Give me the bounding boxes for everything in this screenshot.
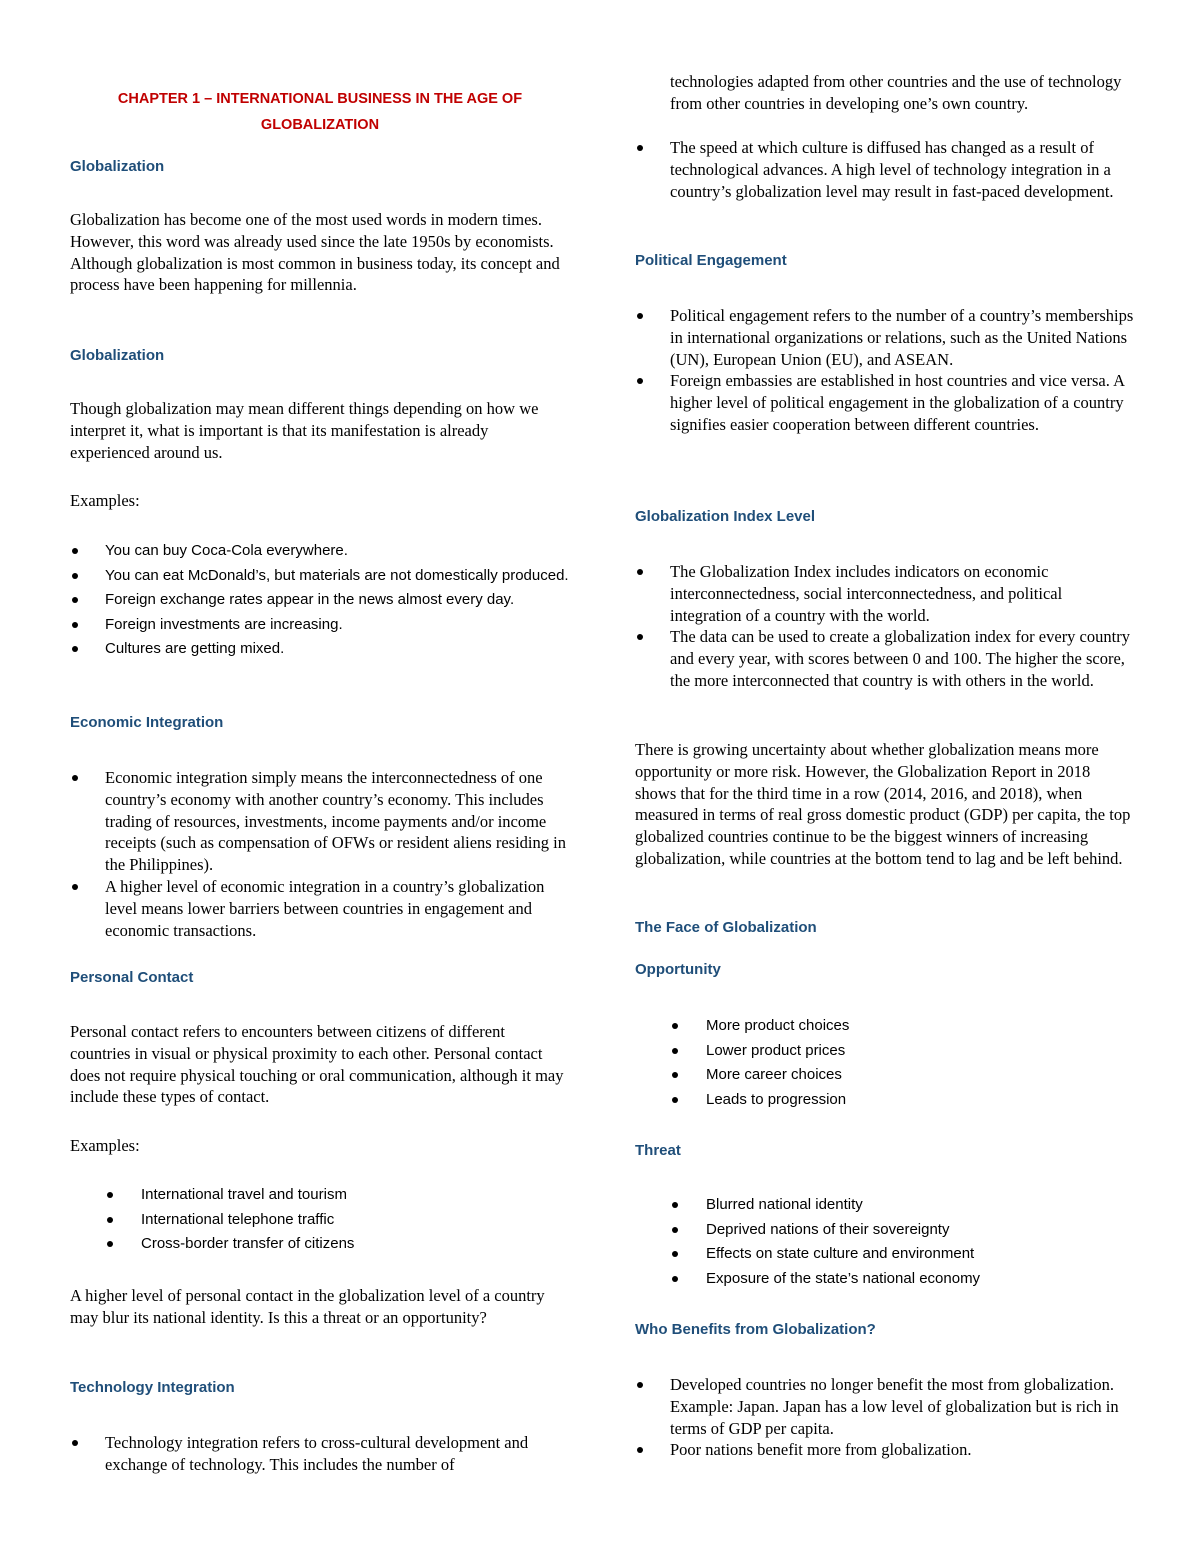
paragraph-personal-contact-question: A higher level of personal contact in the globalization level of a country may blur its national identity. Is this a threat or an opportunity?: [70, 1286, 545, 1327]
bullet-icon: [637, 1447, 643, 1453]
bullet-icon: [107, 1192, 113, 1198]
list-item: You can buy Coca-Cola everywhere.: [70, 539, 570, 564]
heading-personal-contact: Personal Contact: [70, 969, 194, 986]
bullet-icon: [637, 313, 643, 319]
paragraph-globalization-meaning: Though globalization may mean different things depending on how we interpret it, what is important is that its manifestation is already experienced around us.: [70, 399, 539, 462]
bullet-icon: [672, 1023, 678, 1029]
heading-threat: Threat: [635, 1142, 681, 1159]
examples-list-2: [105, 1183, 565, 1257]
who-benefits-list: [635, 1374, 1135, 1461]
bullet-icon: [72, 1440, 78, 1446]
list-item: Deprived nations of their sovereignty: [670, 1218, 1130, 1243]
list-item: More career choices: [670, 1063, 1130, 1088]
bullet-icon: [72, 622, 78, 628]
bullet-icon: [637, 145, 643, 151]
list-item: Leads to progression: [670, 1088, 1130, 1113]
list-item: Technology integration refers to cross-cultural development and exchange of technology. This includes the number of: [70, 1432, 570, 1476]
list-item: Political engagement refers to the number of a country’s memberships in international organizations or relations, such as the United Nations (UN), European Union (EU), and ASEAN.: [635, 305, 1135, 370]
list-item: Lower product prices: [670, 1039, 1130, 1064]
bullet-icon: [72, 646, 78, 652]
heading-globalization-index-level: Globalization Index Level: [635, 508, 816, 525]
examples-list-1: [70, 539, 570, 662]
list-item: Poor nations benefit more from globalization.: [635, 1439, 1135, 1461]
bullet-icon: [72, 597, 78, 603]
heading-globalization-2: Globalization: [70, 347, 165, 364]
paragraph-globalization-uncertainty: There is growing uncertainty about whether globalization means more opportunity or more risk. However, the Globalization Report in 2018 shows that for the third time in a row (2014, 2016, and 2018), when measured in terms of real gross domestic product (GDP) per capita, the top globalized countries continue to be the biggest winners of increasing globalization, while countries at the bottom tend to lag and be left behind.: [635, 740, 1131, 868]
chapter-title: [70, 86, 570, 138]
list-item: More product choices: [670, 1014, 1130, 1039]
opportunity-list: [670, 1014, 1130, 1112]
paragraph-globalization-intro: Globalization has become one of the most used words in modern times. However, this word was already used since the late 1950s by economists. Although globalization is most common in business today, its concept and process have been happening for millennia.: [70, 210, 560, 295]
list-item: International telephone traffic: [105, 1208, 565, 1233]
bullet-icon: [672, 1202, 678, 1208]
heading-economic-integration: Economic Integration: [70, 714, 224, 731]
chapter-title-line-1: CHAPTER 1 – INTERNATIONAL BUSINESS IN THE AGE OF: [117, 91, 523, 107]
bullet-icon: [672, 1227, 678, 1233]
heading-opportunity: Opportunity: [635, 961, 721, 978]
technology-integration-continued: technologies adapted from other countries and the use of technology from other countries in developing one’s own country.: [670, 72, 1122, 113]
bullet-icon: [672, 1048, 678, 1054]
list-item: You can eat McDonald’s, but materials are not domestically produced.: [70, 564, 570, 589]
chapter-title-line-2: GLOBALIZATION: [260, 117, 380, 133]
list-item: International travel and tourism: [105, 1183, 565, 1208]
list-item: Foreign embassies are established in host countries and vice versa. A higher level of political engagement in the globalization of a country signifies easier cooperation between different countries.: [635, 370, 1135, 435]
list-item: Effects on state culture and environment: [670, 1242, 1130, 1267]
bullet-icon: [637, 569, 643, 575]
bullet-icon: [672, 1072, 678, 1078]
heading-face-of-globalization: The Face of Globalization: [635, 919, 817, 936]
list-item: Developed countries no longer benefit the most from globalization. Example: Japan. Japan has a low level of globalization but is rich in terms of GDP per capita.: [635, 1374, 1135, 1439]
political-engagement-list: [635, 305, 1135, 436]
list-item: The speed at which culture is diffused has changed as a result of technological advances. A high level of technology integration in a country’s globalization level may result in fast-paced development.: [635, 137, 1135, 202]
paragraph-personal-contact: Personal contact refers to encounters between citizens of different countries in visual or physical proximity to each other. Personal contact does not require physical touching or oral communication, although it may include these types of contact.: [70, 1022, 564, 1107]
list-item: The data can be used to create a globalization index for every country and every year, with scores between 0 and 100. The higher the score, the more interconnected that country is with others in the world.: [635, 626, 1135, 691]
bullet-icon: [107, 1241, 113, 1247]
heading-political-engagement: Political Engagement: [635, 252, 787, 269]
bullet-icon: [72, 775, 78, 781]
heading-technology-integration: Technology Integration: [70, 1379, 235, 1396]
bullet-icon: [72, 884, 78, 890]
bullet-icon: [672, 1251, 678, 1257]
list-item: Foreign exchange rates appear in the news almost every day.: [70, 588, 570, 613]
threat-list: [670, 1193, 1130, 1291]
technology-integration-list: [70, 1432, 570, 1476]
list-item: Blurred national identity: [670, 1193, 1130, 1218]
heading-who-benefits: Who Benefits from Globalization?: [635, 1321, 876, 1338]
examples-label-2: Examples:: [70, 1136, 140, 1155]
bullet-icon: [107, 1217, 113, 1223]
list-item: Cultures are getting mixed.: [70, 637, 570, 662]
globalization-index-list: [635, 561, 1135, 692]
bullet-icon: [637, 634, 643, 640]
economic-integration-list: [70, 767, 570, 941]
list-item: Exposure of the state’s national economy: [670, 1267, 1130, 1292]
bullet-icon: [672, 1097, 678, 1103]
bullet-icon: [637, 378, 643, 384]
list-item: The Globalization Index includes indicators on economic interconnectedness, social interconnectedness, and political integration of a country with the world.: [635, 561, 1135, 626]
bullet-icon: [72, 548, 78, 554]
list-item: Cross-border transfer of citizens: [105, 1232, 565, 1257]
heading-globalization-1: Globalization: [70, 158, 165, 175]
bullet-icon: [672, 1276, 678, 1282]
examples-label-1: Examples:: [70, 491, 140, 510]
bullet-icon: [637, 1382, 643, 1388]
list-item: Foreign investments are increasing.: [70, 613, 570, 638]
bullet-icon: [72, 573, 78, 579]
technology-integration-list-cont: [635, 137, 1135, 202]
list-item: Economic integration simply means the interconnectedness of one country’s economy with another country’s economy. This includes trading of resources, investments, income payments and/or income receipts (such as compensation of OFWs or resident aliens residing in the Philippines).: [70, 767, 570, 876]
list-item: A higher level of economic integration in a country’s globalization level means lower barriers between countries in engagement and economic transactions.: [70, 876, 570, 941]
